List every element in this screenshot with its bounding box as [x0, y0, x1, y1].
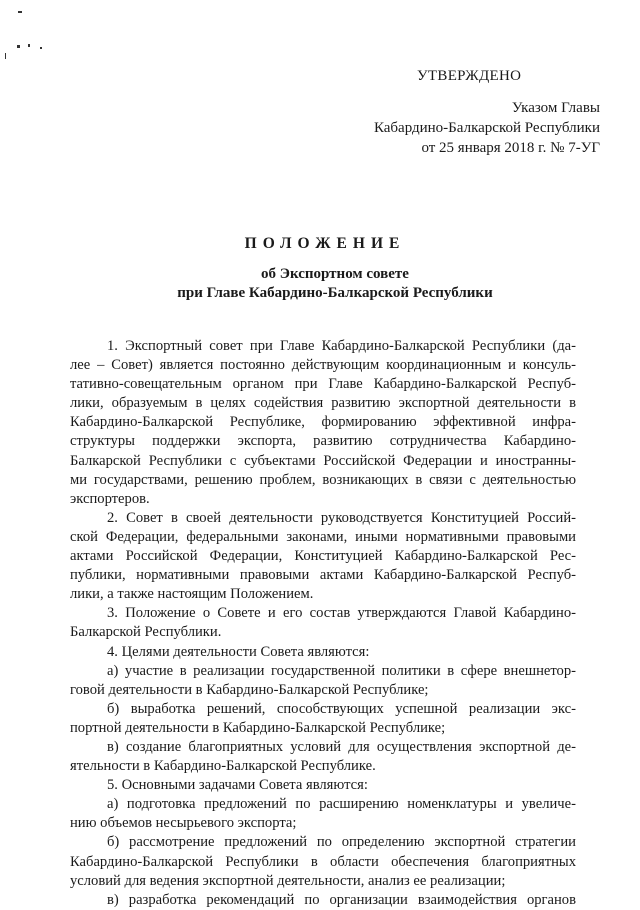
body-line: тативно-совещательным органом при Главе Кабардино-Балкарской Респуб-: [70, 376, 576, 393]
body-line: а) подготовка предложений по расширению номенклатуры и увеличе-: [107, 796, 576, 813]
scan-artifact: [40, 47, 42, 49]
body-line: 1. Экспортный совет при Главе Кабардино-Балкарской Республики (да-: [107, 338, 576, 354]
approval-line-2: Кабардино-Балкарской Республики: [373, 120, 600, 136]
body-line: говой деятельности в Кабардино-Балкарской Республике;: [70, 681, 429, 698]
body-line: 5. Основными задачами Совета являются:: [107, 777, 368, 794]
document-subtitle-line-2: при Главе Кабардино-Балкарской Республики: [177, 285, 493, 301]
document-title: ПОЛОЖЕНИЕ: [244, 235, 406, 252]
approval-title: УТВЕРЖДЕНО: [417, 68, 522, 84]
body-line: Балкарской Республики.: [70, 624, 222, 641]
scan-artifact: [5, 53, 6, 59]
body-line: нию объемов несырьевого экспорта;: [70, 815, 297, 832]
body-line: публики, нормативными правовыми актами Кабардино-Балкарской Респуб-: [70, 567, 576, 584]
body-line: 2. Совет в своей деятельности руководствуется Конституцией Россий-: [107, 509, 576, 526]
body-line: Кабардино-Балкарской Республики в области обеспечения благоприятных: [70, 853, 576, 870]
body-line: ской Федерации, федеральными законами, иными нормативными правовыми: [70, 528, 576, 545]
body-line: в) создание благоприятных условий для осуществления экспортной де-: [107, 738, 576, 755]
body-line: в) разработка рекомендаций по организации взаимодействия органов: [107, 891, 576, 908]
scan-artifact: [28, 44, 30, 47]
body-line: б) выработка решений, способствующих успешной реализации экс-: [107, 700, 576, 717]
body-line: а) участие в реализации государственной политики в сфере внешнетор-: [107, 662, 576, 679]
document-subtitle-line-1: об Экспортном совете: [261, 266, 409, 282]
body-line: структуры поддержки экспорта, развитию сотрудничества Кабардино-: [70, 433, 576, 450]
body-line: лики, образуемым в целях содействия развитию экспортной деятельности в: [70, 395, 576, 412]
body-line: 3. Положение о Совете и его состав утверждаются Главой Кабардино-: [107, 605, 576, 622]
body-line: Кабардино-Балкарской Республике, формированию эффективной инфра-: [70, 414, 576, 431]
body-line: б) рассмотрение предложений по определению экспортной стратегии: [107, 834, 576, 851]
scan-artifact: [18, 11, 22, 13]
body-line: ятельности в Кабардино-Балкарской Республике.: [70, 758, 376, 775]
body-line: актами Российской Федерации, Конституцией Кабардино-Балкарской Рес-: [70, 548, 576, 565]
body-line: ми государствами, решению проблем, возникающих в связи с деятельностью: [70, 471, 576, 488]
body-line: Балкарской Республики с субъектами Российской Федерации и иностранны-: [70, 452, 576, 469]
approval-stamp: [340, 66, 600, 158]
scan-artifact: [17, 45, 20, 48]
document-body: [70, 337, 576, 910]
approval-line-3: от 25 января 2018 г. № 7-УГ: [421, 140, 600, 156]
body-line: экспортеров.: [70, 490, 150, 507]
body-line: лее – Совет) является постоянно действующим координационным и консуль-: [70, 357, 576, 374]
body-line: лики, а также настоящим Положением.: [70, 586, 314, 603]
approval-line-1: Указом Главы: [511, 100, 600, 116]
body-line: условий для ведения экспортной деятельности, анализ ее реализации;: [70, 872, 506, 889]
body-line: 4. Целями деятельности Совета являются:: [107, 643, 370, 660]
body-line: портной деятельности в Кабардино-Балкарской Республике;: [70, 719, 446, 736]
